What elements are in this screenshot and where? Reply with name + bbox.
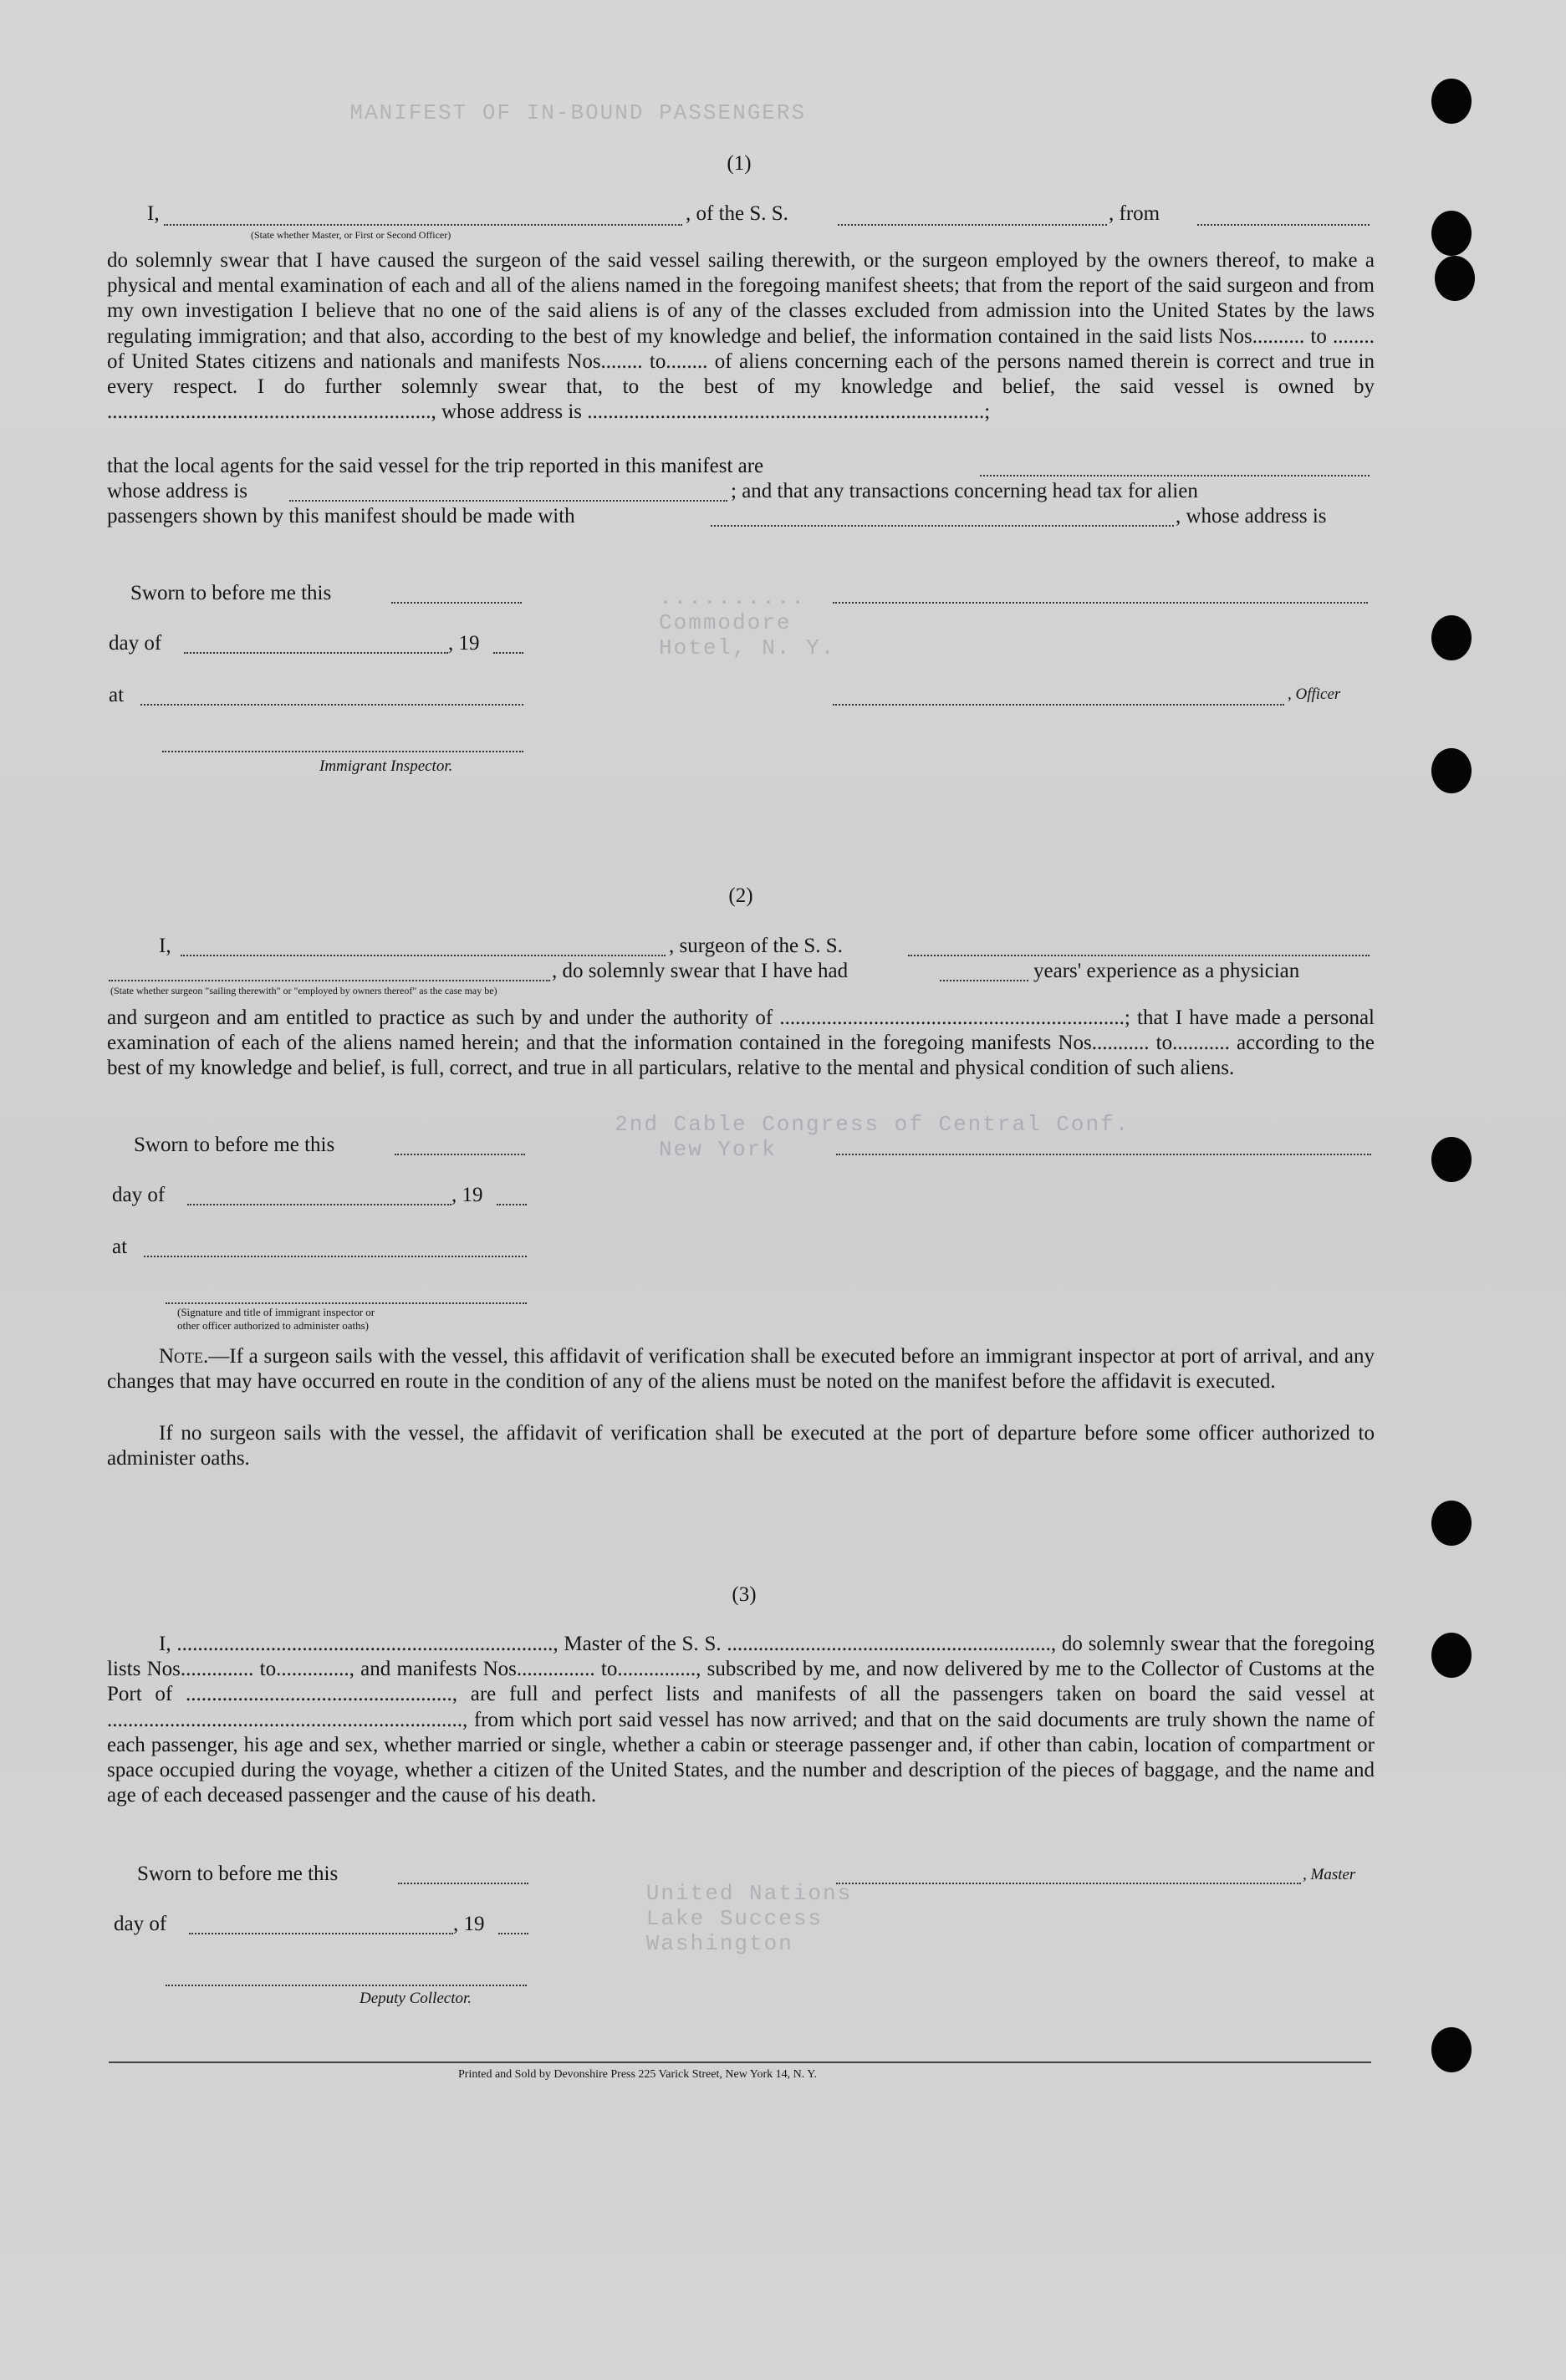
section-3-number: (3): [732, 1583, 757, 1606]
surgeon-signature-line[interactable]: [836, 1154, 1371, 1155]
at-label-1: at: [109, 684, 125, 706]
officer-label: , Officer: [1288, 685, 1341, 703]
sworn-label-1: Sworn to before me this: [130, 582, 332, 604]
whose-address-end: , whose address is: [1176, 505, 1327, 527]
section-2-i: I,: [159, 935, 171, 957]
verification-note: [107, 1344, 1375, 1394]
from-port-line[interactable]: [1197, 224, 1370, 226]
year-line-2[interactable]: [497, 1204, 527, 1205]
years-experience-line[interactable]: [940, 980, 1028, 981]
sworn-day-line-3[interactable]: [398, 1883, 528, 1884]
sworn-label-2: Sworn to before me this: [134, 1134, 335, 1156]
agents-address-label: whose address is: [107, 480, 248, 502]
official-signature-line[interactable]: [166, 1302, 527, 1304]
day-of-label-1: day of: [109, 632, 162, 655]
section-1-number: (1): [727, 152, 752, 175]
section-2-number: (2): [728, 884, 753, 907]
year-label-3: , 19: [453, 1913, 485, 1935]
sworn-day-line-2[interactable]: [395, 1154, 525, 1155]
punch-hole: [1431, 79, 1472, 124]
punch-hole: [1431, 615, 1472, 660]
bleed-through-text: MANIFEST OF IN-BOUND PASSENGERS: [217, 100, 807, 125]
section-1-caption: (State whether Master, or First or Second Officer): [251, 229, 451, 241]
punch-hole: [1431, 1501, 1472, 1546]
section-3-oath: I, ........................................................................, Master of the S. S. .............................................................., do solemnly swear that the foregoing lists Nos.............. to.............., and manifests Nos............... to..............., subscribed by me, and now delivered by me to the Collector of Customs at the Port of ..................................................., are full and perfect lists and manifests of all the passengers taken on board the said vessel at ...................................................................., from which port said vessel has now arrived; and that on the said documents are truly shown the name of each passenger, his age and sex, whether married or single, whether a cabin or steerage passenger and, if other than cabin, location of compartment or space occupied during the voyage, whether a citizen of the United States, and the number and description of the pieces of baggage, and the name and age of each deceased passenger and the cause of his death.: [107, 1633, 1375, 1807]
section-1-i: I,: [147, 202, 160, 225]
section-1-oath: do solemnly swear that I have caused the surgeon of the said vessel sailing therewith, or the surgeon employed by the owners thereof, to make a physical and mental examination of each and all of the aliens named in the foregoing manifest sheets; that from the report of the said surgeon and from my own investigation I believe that no one of the said aliens is of any of the classes excluded from admission into the United States by the laws regulating immigration; and that also, according to the best of my knowledge and belief, the information contained in the said lists Nos.......... to ........ of United States citizens and nationals and manifests Nos........ to........ of aliens concerning each of the persons named therein is correct and true in every respect. I do further solemnly swear that, to the best of my knowledge and belief, the said vessel is owned by .............................................................., whose address is ............................................................................;: [107, 249, 1375, 424]
officer-name-line[interactable]: [164, 224, 682, 226]
inspector-signature-line[interactable]: [162, 751, 523, 752]
passengers-text: passengers shown by this manifest should be made with: [107, 505, 575, 527]
ship-name-line[interactable]: [838, 224, 1107, 226]
local-agents-label: that the local agents for the said vessel for the trip reported in this manifest are: [107, 455, 764, 477]
surgeon-status-line[interactable]: [109, 980, 550, 981]
bleed-through-text: .......... Commodore Hotel, N. Y.: [659, 585, 836, 660]
footer-rule: [109, 2061, 1371, 2063]
master-signature-line[interactable]: [836, 1883, 1301, 1884]
officer-title-line[interactable]: [833, 704, 1284, 706]
surgeon-ship-line[interactable]: [908, 955, 1370, 956]
head-tax-text: ; and that any transactions concerning head tax for alien: [731, 480, 1198, 502]
local-agents-line[interactable]: [980, 475, 1370, 477]
at-line-1[interactable]: [140, 704, 523, 706]
bleed-through-text: 2nd Cable Congress of Central Conf. New York: [615, 1112, 1130, 1162]
solemnly-swear-label: , do solemnly swear that I have had: [552, 960, 849, 982]
head-tax-agent-line[interactable]: [711, 525, 1174, 527]
verification-note-2: If no surgeon sails with the vessel, the affidavit of verification shall be executed at the port of departure before some officer authorized to administer oaths.: [107, 1422, 1375, 1470]
master-label: , Master: [1303, 1866, 1356, 1883]
day-of-label-2: day of: [112, 1184, 166, 1206]
note-text: —If a surgeon sails with the vessel, this affidavit of verification shall be executed before an immigrant inspector at port of arrival, and any changes that may have occurred en route in the condition of any of the aliens must be noted on the manifest before the affidavit is executed.: [107, 1345, 1375, 1394]
year-label-2: , 19: [451, 1184, 483, 1206]
day-of-line-3[interactable]: [189, 1933, 453, 1934]
year-line-1[interactable]: [493, 652, 523, 654]
punch-hole: [1431, 2027, 1472, 2072]
section-1-ss-label: , of the S. S.: [686, 202, 788, 225]
printer-imprint: Printed and Sold by Devonshire Press 225 Varick Street, New York 14, N. Y.: [458, 2068, 818, 2081]
immigrant-inspector-label: Immigrant Inspector.: [319, 757, 453, 775]
note-label: Note.: [159, 1345, 209, 1368]
agents-address-line[interactable]: [289, 500, 727, 502]
year-line-3[interactable]: [498, 1933, 528, 1934]
surgeon-name-line[interactable]: [181, 955, 666, 956]
official-caption-1: (Signature and title of immigrant inspector or: [177, 1306, 375, 1318]
collector-signature-line[interactable]: [166, 1985, 527, 1986]
punch-hole: [1431, 1633, 1472, 1678]
deputy-collector-label: Deputy Collector.: [360, 1990, 472, 2007]
years-experience-label: years' experience as a physician: [1033, 960, 1300, 982]
section-2-caption: (State whether surgeon "sailing therewith" or "employed by owners thereof" as the case may be): [110, 985, 497, 996]
at-label-2: at: [112, 1236, 128, 1258]
sworn-label-3: Sworn to before me this: [137, 1863, 339, 1885]
day-of-label-3: day of: [114, 1913, 167, 1935]
official-caption-2: other officer authorized to administer oaths): [177, 1319, 369, 1332]
section-2-oath: and surgeon and am entitled to practice as such by and under the authority of ..................................................................; that I have made a personal examination of each of the aliens named herein; and that the information contained in the foregoing manifests Nos........... to........... according to the best of my knowledge and belief, is full, correct, and true in all particulars, relative to the mental and physical condition of such aliens.: [107, 1007, 1375, 1080]
punch-hole: [1431, 211, 1472, 256]
day-of-line-2[interactable]: [187, 1204, 451, 1205]
section-1-from-label: , from: [1109, 202, 1160, 225]
punch-hole: [1431, 748, 1472, 793]
surgeon-of-ss-label: , surgeon of the S. S.: [669, 935, 843, 957]
punch-hole: [1435, 256, 1475, 301]
day-of-line-1[interactable]: [184, 652, 448, 654]
at-line-2[interactable]: [144, 1256, 527, 1257]
year-label-1: , 19: [448, 632, 480, 655]
bleed-through-text: United Nations Lake Success Washington: [645, 1881, 853, 1956]
officer-signature-line[interactable]: [833, 602, 1368, 604]
sworn-day-line-1[interactable]: [391, 602, 522, 604]
punch-hole: [1431, 1137, 1472, 1182]
